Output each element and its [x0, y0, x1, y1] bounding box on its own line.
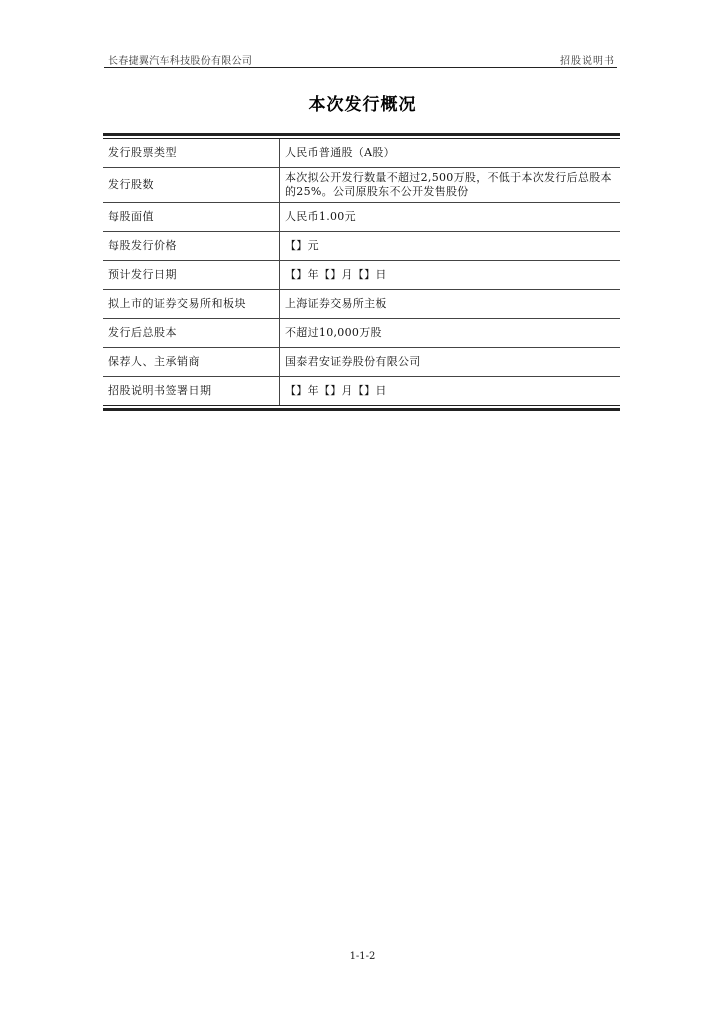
header-document-type: 招股说明书: [560, 56, 615, 67]
table-row: [103, 348, 620, 377]
row-label: 每股面值: [103, 203, 280, 232]
row-value: 【】元: [280, 232, 621, 261]
row-value: 国泰君安证券股份有限公司: [280, 348, 621, 377]
table-row: [103, 232, 620, 261]
row-value: 人民币1.00元: [280, 203, 621, 232]
table-row: [103, 139, 620, 168]
row-label: 每股发行价格: [103, 232, 280, 261]
table-bottom-thin-rule: [103, 405, 620, 406]
table-row: [103, 203, 620, 232]
row-value: 上海证券交易所主板: [280, 290, 621, 319]
table-bottom-thick-rule: [103, 408, 620, 411]
page-title: 本次发行概况: [308, 95, 417, 115]
row-value: 【】年【】月【】日: [280, 261, 621, 290]
row-label: 招股说明书签署日期: [103, 377, 280, 406]
page-header: [104, 50, 617, 68]
row-label: 发行后总股本: [103, 319, 280, 348]
row-label: 发行股票类型: [103, 139, 280, 168]
table-row: [103, 319, 620, 348]
header-company-name: 长春捷翼汽车科技股份有限公司: [108, 56, 253, 67]
table-top-thick-rule: [103, 133, 620, 136]
row-label: 保荐人、主承销商: [103, 348, 280, 377]
row-value: 本次拟公开发行数量不超过2,500万股，不低于本次发行后总股本的25%。公司原股东不公开发售股份: [280, 168, 621, 203]
row-value: 人民币普通股（A股）: [280, 139, 621, 168]
row-label: 发行股数: [103, 168, 280, 203]
row-value: 不超过10,000万股: [280, 319, 621, 348]
table-row: [103, 261, 620, 290]
table-row: [103, 290, 620, 319]
table-row: [103, 377, 620, 406]
table-row: [103, 168, 620, 203]
row-value: 【】年【】月【】日: [285, 384, 387, 397]
row-label: 拟上市的证券交易所和板块: [103, 290, 280, 319]
page-number: 1-1-2: [349, 951, 376, 962]
offering-overview-table: [103, 133, 620, 411]
row-label: 预计发行日期: [103, 261, 280, 290]
